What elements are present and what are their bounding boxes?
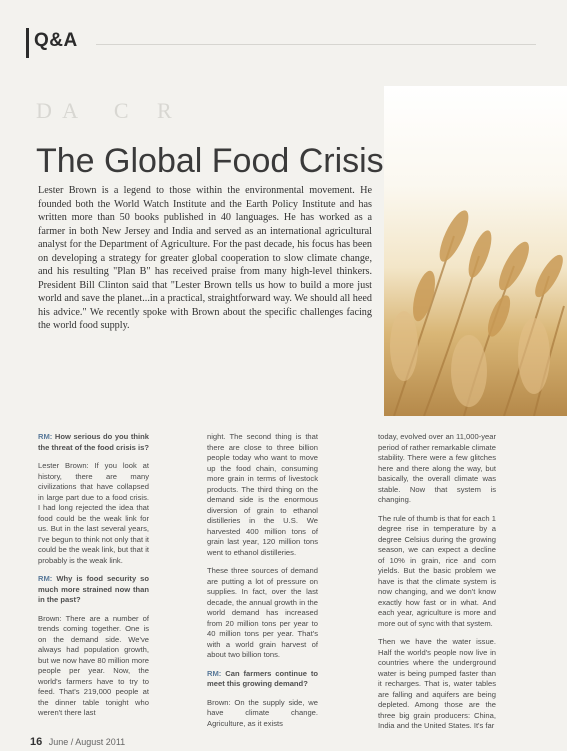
column-3: [378, 432, 496, 740]
question: RM: Can farmers continue to meet this growing demand?: [207, 668, 318, 688]
question: RM: How serious do you think the threat of the food crisis is?: [38, 432, 149, 452]
wheat-photo: [384, 86, 567, 416]
answer: today, evolved over an 11,000-year period of rather remarkable climate stability. There were a few glitches here and there along the way, but basically, the overall climate was stable. Now that system is changing.: [378, 432, 496, 504]
question: RM: Why is food security so much more strained now than in the past?: [38, 574, 149, 604]
column-1: [38, 432, 149, 727]
section-rule: [96, 44, 536, 45]
article-intro: Lester Brown is a legend to those within the environmental movement. He founded both the World Watch Institute and the Earth Policy Institute and has written more than 50 books published in 40 languages. He has worked as a farmer in both New Jersey and India and served as an international agricultural analyst for the Department of Agriculture. For the past decade, his focus has been on developing a strategy for greater global cooperation to slow climate change, and his resulting "Plan B" has received praise from many high-level thinkers. President Bill Clinton said that "Lester Brown tells us how to build a more just world and save the planet...in a practical, straightforward way. We should all heed his advice." We recently spoke with Brown about the specific challenges facing the world food supply.: [38, 185, 372, 331]
page-number: 16: [30, 736, 43, 748]
section-bar: [26, 28, 29, 58]
article-title: The Global Food Crisis: [36, 142, 384, 180]
answer: Lester Brown: If you look at history, there are many civilizations that have collapsed in large part due to a food crisis. I had long rejected the idea that food could be the weak link for us. But in the last several years, I've begun to think not only that it could be the weak link, but that it probably is the weak link.: [38, 461, 149, 565]
faded-background-text: D A C R: [36, 98, 175, 123]
wheat-illustration: [384, 86, 567, 416]
issue-date: June / August 2011: [48, 737, 126, 747]
answer: Brown: On the supply side, we have climate change. Agriculture, as it exists: [207, 697, 318, 728]
column-2: [207, 432, 318, 737]
answer: These three sources of demand are putting a lot of pressure on supplies. In fact, over the last decade, the annual growth in the world demand has increased from 20 million tons per year to 40 million tons per year. That's with a world grain harvest of about two billion tons.: [207, 566, 318, 659]
section-label: Q&A: [34, 30, 78, 51]
answer: The rule of thumb is that for each 1 degree rise in temperature by a degree Celsius during the growing season, we can expect a decline of 10% in grain, rice and corn yields. But the basic problem we have is that the climate system is now changing, and we don't know exactly how fast or in what. And each year, agriculture is more and more out of sync with that system.: [378, 513, 496, 628]
page-footer: [30, 736, 125, 748]
answer: night. The second thing is that there are close to three billion people today who want to move up the food chain, consuming more grain in terms of livestock products. The third thing on the demand side is the enormous diversion of grain to ethanol distilleries in the U.S. We harvested 400 million tons of grain last year, 120 million tons went to ethanol distilleries.: [207, 432, 318, 557]
answer: Then we have the water issue. Half the world's people now live in countries where the underground water is being pumped faster than it recharges. That is, water tables are falling and aquifers are being depleted. Among those are the three big grain producers: China, India and the United States. It's far: [378, 637, 496, 730]
answer: Brown: There are a number of trends coming together. One is on the demand side. We've always had population growth, but we now have 80 million more people per year. Now, the world's farmers have to try to feed. That's 219,000 people at the dinner table tonight who weren't there last: [38, 613, 149, 717]
